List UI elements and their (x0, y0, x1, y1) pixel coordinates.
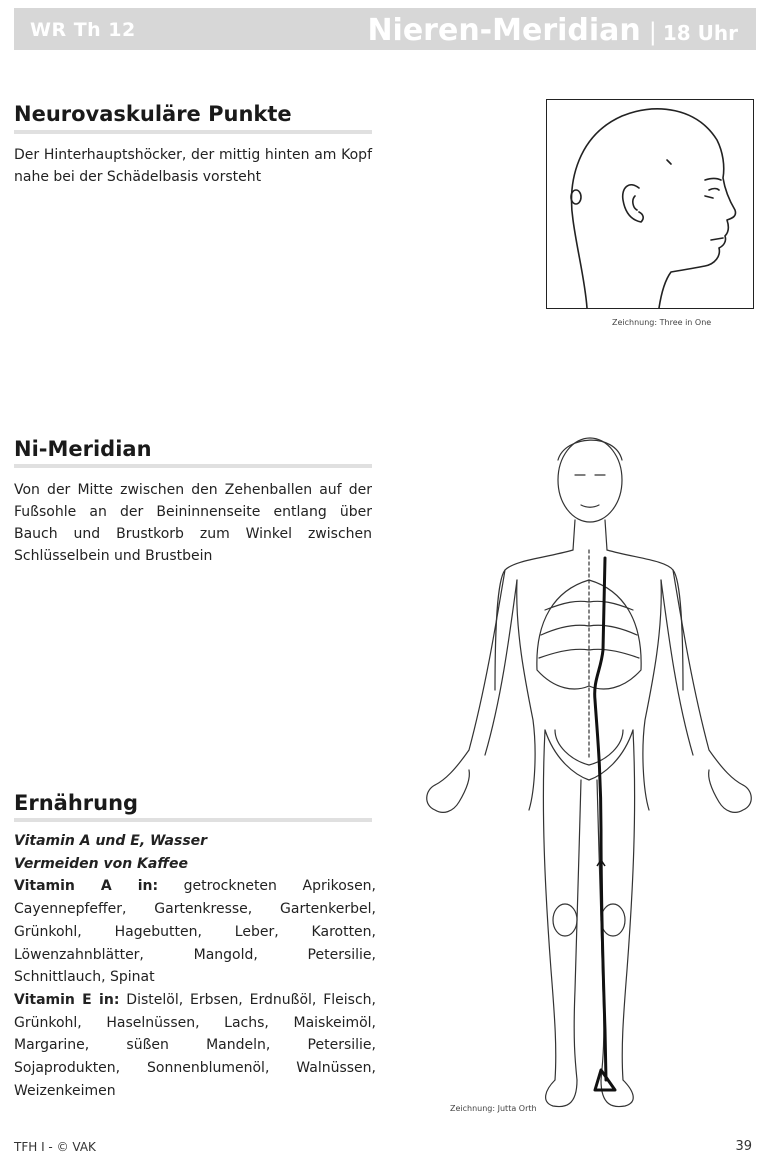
vitamin-a-label: Vitamin A in: (14, 878, 159, 895)
meridian-text: Von der Mitte zwischen den Zehenballen auf der Fußsohle an der Beininnenseite entlang über Bauch und Brustkorb zum Winkel zwischen Schlüsselbein und Brustbein (14, 482, 372, 564)
header-code: WR Th 12 (30, 19, 136, 41)
footer-copyright: TFH I - © VAK (14, 1140, 96, 1154)
header-bar (14, 8, 756, 50)
header-separator: | (648, 18, 657, 46)
header-title: Nieren-Meridian (367, 13, 641, 48)
neurovascular-text: Der Hinterhauptshöcker, der mittig hinten am Kopf nahe bei der Schädelbasis vorsteht (14, 147, 372, 185)
nutrition-line-2: Vermeiden von Kaffee (14, 855, 188, 872)
meridian-heading: Ni-Meridian (14, 437, 152, 461)
header-title-group (367, 13, 738, 48)
head-profile-drawing (547, 100, 753, 308)
header-time: 18 Uhr (662, 21, 738, 45)
nutrition-body (14, 830, 376, 1102)
nutrition-heading: Ernährung (14, 791, 139, 815)
meridian-rule (14, 464, 372, 468)
body-figure-caption: Zeichnung: Jutta Orth (450, 1104, 537, 1113)
nutrition-line-1: Vitamin A und E, Wasser (14, 833, 208, 849)
vitamin-e-text: Distelöl, Erbsen, Erdnußöl, Fleisch, Grünkohl, Haselnüssen, Lachs, Maiskeimöl, Margarine, süßen Mandeln, Petersilie, Sojaprodukten, Sonnenblumenöl, Walnüssen, Weizenkeimen (14, 991, 376, 1099)
body-meridian-figure (405, 430, 755, 1110)
vitamin-e-block (14, 989, 376, 1103)
neurovascular-heading: Neurovaskuläre Punkte (14, 102, 292, 126)
vitamin-a-block (14, 875, 376, 989)
vitamin-e-label: Vitamin E in: (14, 991, 120, 1008)
page-number: 39 (735, 1139, 752, 1154)
head-figure-caption: Zeichnung: Three in One (612, 318, 712, 327)
neurovascular-rule (14, 130, 372, 134)
vitamin-a-text: getrockneten Aprikosen, Cayennepfeffer, Gartenkresse, Gartenkerbel, Grünkohl, Hagebutten, Leber, Karotten, Löwenzahnblätter, Mangold, Petersilie, Schnittlauch, Spinat (14, 878, 377, 986)
head-profile-figure (546, 99, 754, 309)
nutrition-rule (14, 818, 372, 822)
